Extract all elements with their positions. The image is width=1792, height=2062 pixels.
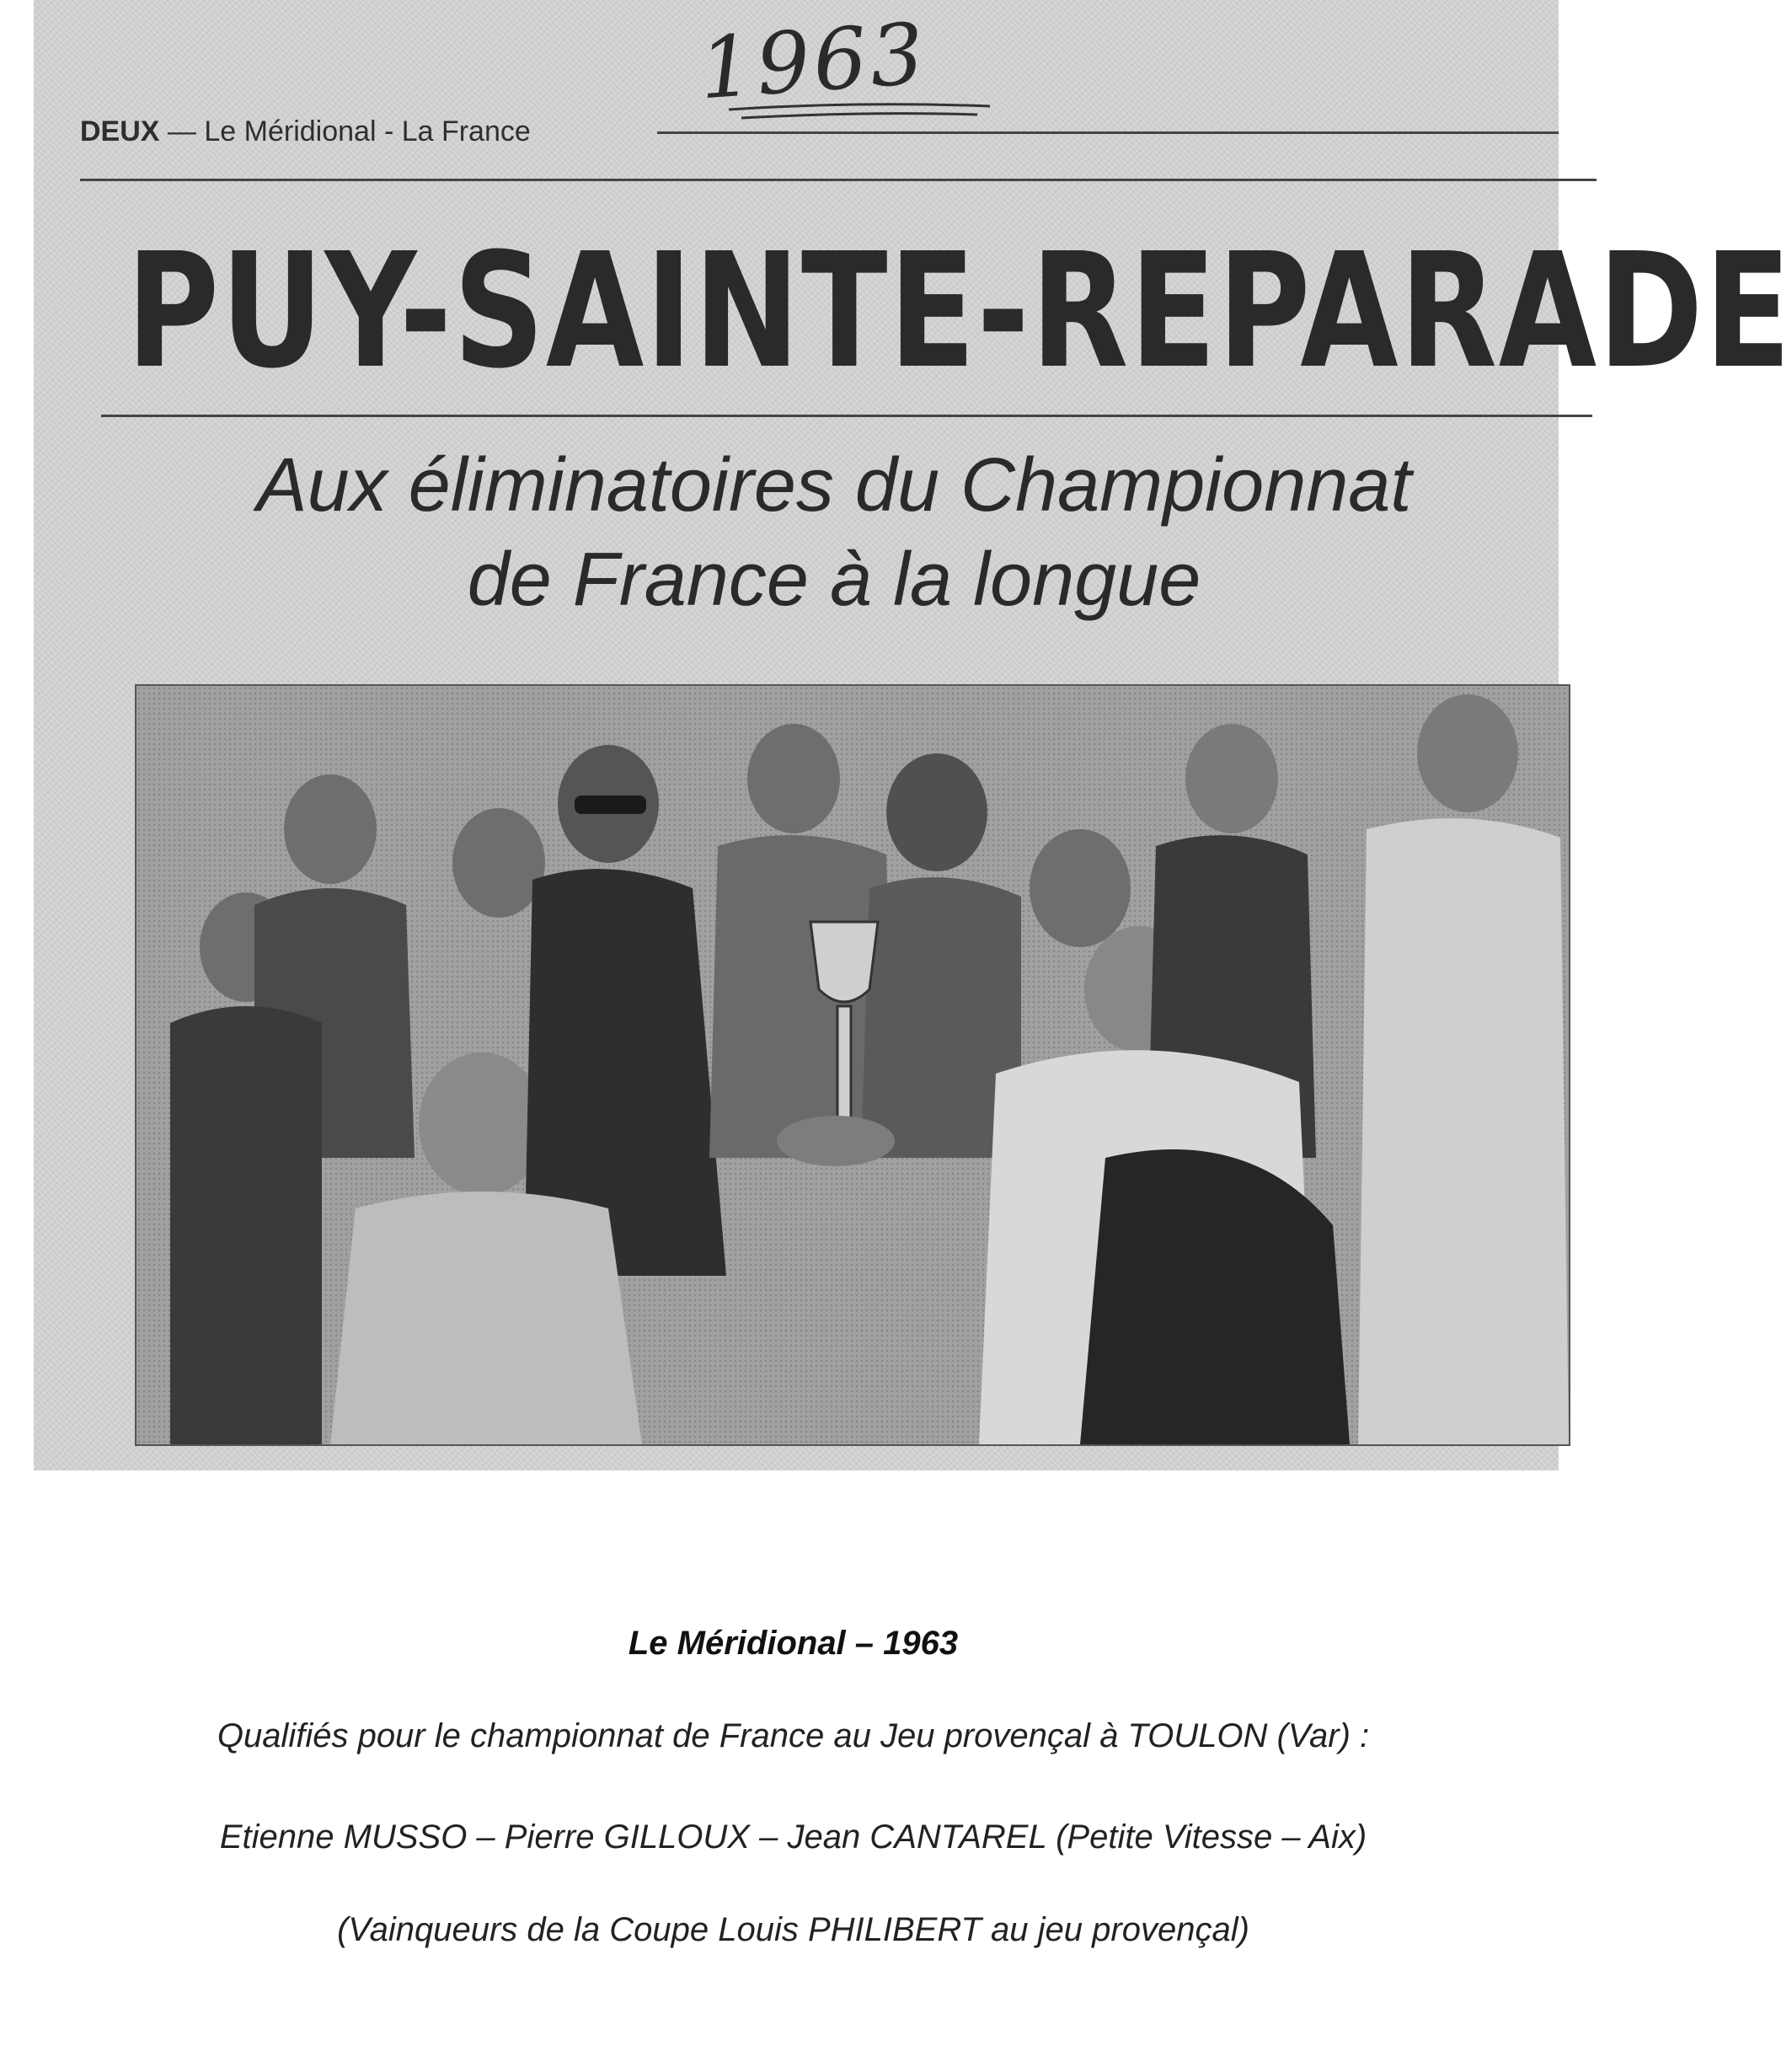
newspaper-clipping [34, 0, 1792, 1470]
caption-line-3: (Vainqueurs de la Coupe Louis PHILIBERT au jeu provençal) [337, 1911, 1249, 1948]
group-photo-illustration [136, 686, 1569, 1444]
year-underline [725, 99, 994, 121]
subtitle-line-1: Aux éliminatoires du Championnat [256, 443, 1412, 528]
handwritten-year: 1963 [696, 3, 931, 119]
headline-bottom-rule [101, 415, 1592, 417]
caption-line-2: Etienne MUSSO – Pierre GILLOUX – Jean CANTAREL (Petite Vitesse – Aix) [219, 1818, 1367, 1856]
newspaper-header [80, 111, 531, 152]
caption-line-1: Qualifiés pour le championnat de France au Jeu provençal à TOULON (Var) : [217, 1717, 1370, 1754]
subtitle-line-2: de France à la longue [467, 538, 1201, 622]
header-dash: — [167, 115, 196, 147]
headline-top-rule [80, 179, 1597, 181]
headline: PUY-SAINTE-REPARADE [126, 219, 1792, 404]
newspaper-names: Le Méridional - La France [204, 115, 531, 147]
page-number-label: DEUX [80, 115, 160, 147]
group-photo [135, 684, 1570, 1446]
caption-title: Le Méridional – 1963 [628, 1625, 959, 1662]
header-rule [657, 131, 1559, 134]
subtitle [101, 438, 1567, 640]
